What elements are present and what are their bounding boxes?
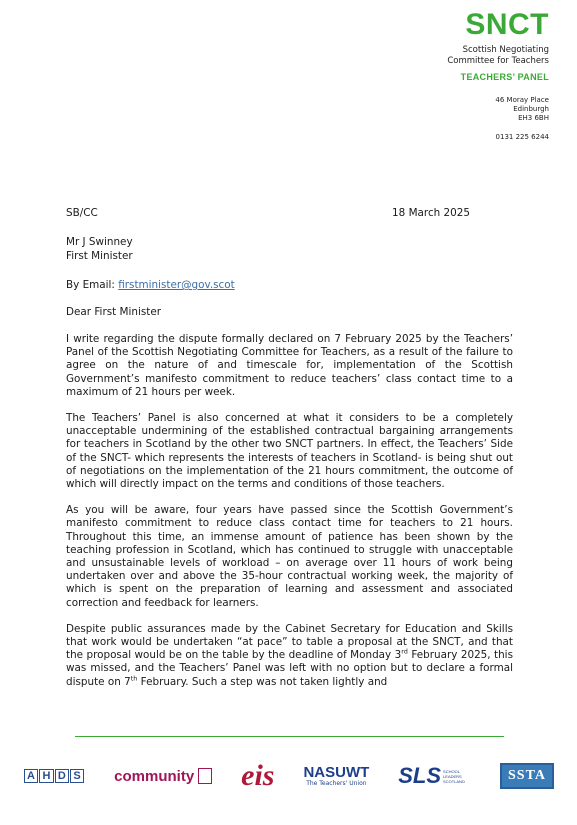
phone-number: 0131 225 6244 (495, 133, 549, 141)
nasuwt-logo (303, 765, 369, 787)
partner-logos (24, 756, 554, 796)
ahds-letter-d: D (55, 769, 69, 783)
nasuwt-tagline: The Teachers' Union (306, 780, 367, 787)
community-logo (114, 768, 212, 785)
snct-logo: SNCT (465, 8, 549, 41)
recipient-name: Mr J Swinney (66, 236, 133, 248)
ordinal-suffix-rd: rd (401, 647, 408, 656)
sls-wordmark: SLS (398, 763, 442, 788)
address-line-2: Edinburgh (513, 105, 549, 113)
recipient-title: First Minister (66, 249, 133, 262)
paragraph-4-part-b: February 2025, this was missed, and the Teachers’ Panel was left with no option but to declare a formal dispute on 7 (66, 649, 513, 688)
sls-logo (398, 763, 471, 789)
salutation: Dear First Minister (66, 306, 161, 318)
letter-date: 18 March 2025 (392, 207, 470, 219)
sls-tagline: SCHOOL LEADERS SCOTLAND (443, 768, 465, 784)
by-email-label: By Email: (66, 279, 119, 291)
paragraph-4 (66, 623, 513, 689)
address (349, 96, 549, 123)
paragraph-1: I write regarding the dispute formally declared on 7 February 2025 by the Teachers’ Panel of the Scottish Negotiating Committee for Teachers, as a result of the failure to agree on the nature of and timescale for, implementation of the Scottish Government’s manifesto commitment to reduce teachers’ class contact time to a maximum of 21 hours per week. (66, 333, 513, 398)
letterhead (349, 10, 549, 141)
eis-logo: eis (241, 759, 275, 792)
paragraph-4-part-c: February. Such a step was not taken lightly and (137, 675, 388, 688)
paragraph-2: The Teachers’ Panel is also concerned at what it considers to be a completely unacceptable undermining of the established contractual bargaining arrangements for teachers in Scotland by the other two SNCT partners. In effect, the Teachers’ Side of the SNCT- which represents the interests of teachers in Scotland- is being shut out of negotiations on the implementation of the 21 hours commitment, the outcome of which will directly impact on the terms and conditions of those teachers. (66, 412, 513, 491)
nasuwt-wordmark: NASUWT (303, 764, 370, 781)
org-line-1: Scottish Negotiating (462, 45, 549, 55)
footer-divider (75, 736, 504, 737)
paragraph-4-part-a: Despite public assurances made by the Cabinet Secretary for Education and Skills that work would be undertaken “at pace” to table a proposal at the SNCT, and that the proposal would be on the table by the deadline of Monday 3 (66, 622, 513, 662)
reference: SB/CC (66, 207, 98, 219)
address-line-1: 46 Moray Place (495, 96, 549, 104)
recipient (66, 236, 133, 263)
ordinal-suffix-th: th (130, 674, 138, 683)
ssta-logo: SSTA (500, 763, 554, 789)
panel-name: TEACHERS’ PANEL (460, 72, 549, 82)
ahds-letter-s: S (70, 769, 84, 783)
address-line-3: EH3 6BH (518, 114, 549, 122)
org-line-2: Committee for Teachers (447, 56, 549, 66)
community-badge-icon (198, 768, 212, 784)
by-email-line (66, 279, 235, 291)
ahds-letter-a: A (24, 769, 38, 783)
paragraph-3: As you will be aware, four years have passed since the Scottish Government’s manifesto commitment to reduce class contact time for teachers to 21 hours. Throughout this time, an immense amount of patience has been shown by the teaching profession in Scotland, which has continued to struggle with unacceptable and unsustainable levels of workload – on average over 11 hours of work being undertaken over and above the 35-hour contractual working week, the majority of which is spent on the preparation of learning and assessment and associated correction and feedback for learners. (66, 504, 513, 609)
ahds-letter-h: H (39, 769, 53, 783)
community-wordmark: community (114, 767, 195, 785)
ahds-logo (24, 770, 85, 782)
reference-row (66, 207, 470, 219)
letter-body (66, 333, 513, 702)
organisation-name (349, 45, 549, 67)
email-link[interactable]: firstminister@gov.scot (118, 279, 235, 291)
